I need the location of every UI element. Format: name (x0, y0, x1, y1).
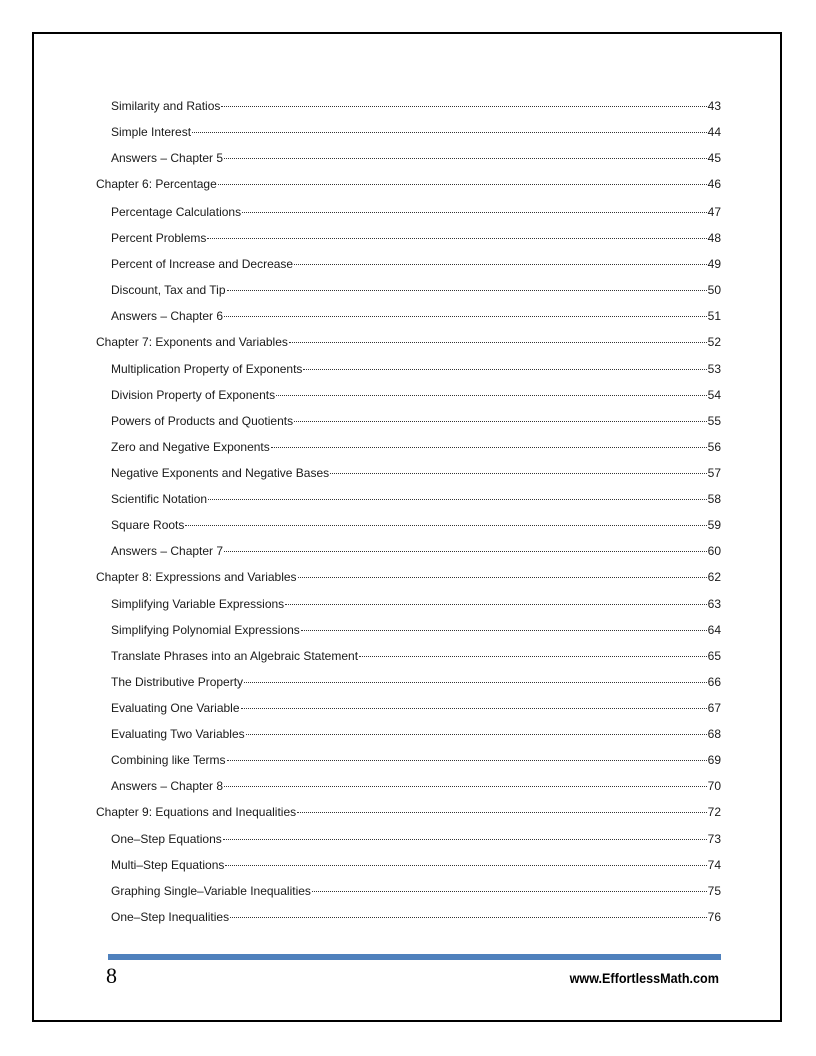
toc-dot-leader (276, 395, 707, 396)
toc-dot-leader (312, 891, 707, 892)
toc-dot-leader (242, 212, 707, 213)
website-url: www.EffortlessMath.com (569, 970, 719, 986)
toc-section-entry[interactable] (111, 596, 721, 612)
toc-entry-page: 65 (707, 649, 721, 663)
toc-entry-page: 63 (707, 597, 721, 611)
toc-entry-page: 49 (707, 257, 721, 271)
toc-entry-page: 74 (707, 858, 721, 872)
toc-entry-title: Answers – Chapter 8 (111, 779, 224, 793)
toc-chapter-entry[interactable] (96, 176, 721, 192)
toc-dot-leader (207, 238, 706, 239)
toc-entry-title: Simplifying Variable Expressions (111, 597, 285, 611)
toc-section-entry[interactable] (111, 230, 721, 246)
toc-section-entry[interactable] (111, 674, 721, 690)
toc-section-entry[interactable] (111, 517, 721, 533)
page-number: 8 (106, 963, 117, 988)
toc-dot-leader (227, 760, 707, 761)
toc-entry-title: Negative Exponents and Negative Bases (111, 466, 330, 480)
toc-section-entry[interactable] (111, 491, 721, 507)
toc-dot-leader (192, 132, 707, 133)
toc-entry-page: 60 (707, 544, 721, 558)
toc-entry-title: Answers – Chapter 7 (111, 544, 224, 558)
toc-dot-leader (271, 447, 707, 448)
toc-dot-leader (224, 786, 707, 787)
toc-entry-title: Answers – Chapter 6 (111, 309, 224, 323)
toc-dot-leader (303, 369, 706, 370)
toc-entry-title: Percent of Increase and Decrease (111, 257, 294, 271)
toc-entry-title: Scientific Notation (111, 492, 208, 506)
toc-entry-title: Translate Phrases into an Algebraic Statement (111, 649, 359, 663)
toc-section-entry[interactable] (111, 726, 721, 742)
toc-entry-page: 45 (707, 151, 721, 165)
toc-entry-page: 66 (707, 675, 721, 689)
toc-entry-title: Percentage Calculations (111, 205, 242, 219)
table-of-contents (34, 34, 780, 1020)
toc-entry-page: 73 (707, 832, 721, 846)
toc-section-entry[interactable] (111, 98, 721, 114)
toc-entry-page: 53 (707, 362, 721, 376)
toc-dot-leader (294, 264, 707, 265)
toc-chapter-entry[interactable] (96, 804, 721, 820)
toc-entry-title: Evaluating Two Variables (111, 727, 245, 741)
toc-entry-title: Similarity and Ratios (111, 99, 221, 113)
toc-entry-page: 58 (707, 492, 721, 506)
toc-section-entry[interactable] (111, 831, 721, 847)
toc-section-entry[interactable] (111, 439, 721, 455)
toc-dot-leader (241, 708, 707, 709)
toc-dot-leader (208, 499, 707, 500)
toc-entry-page: 67 (707, 701, 721, 715)
toc-entry-title: Multi–Step Equations (111, 858, 225, 872)
toc-entry-title: Powers of Products and Quotients (111, 414, 294, 428)
toc-section-entry[interactable] (111, 308, 721, 324)
toc-section-entry[interactable] (111, 778, 721, 794)
toc-section-entry[interactable] (111, 124, 721, 140)
toc-entry-page: 59 (707, 518, 721, 532)
toc-entry-page: 55 (707, 414, 721, 428)
toc-entry-page: 76 (707, 910, 721, 924)
toc-entry-page: 43 (707, 99, 721, 113)
toc-dot-leader (330, 473, 707, 474)
toc-entry-page: 47 (707, 205, 721, 219)
toc-section-entry[interactable] (111, 752, 721, 768)
toc-dot-leader (246, 734, 707, 735)
toc-section-entry[interactable] (111, 622, 721, 638)
toc-entry-title: Division Property of Exponents (111, 388, 276, 402)
toc-entry-title: Square Roots (111, 518, 185, 532)
toc-entry-page: 50 (707, 283, 721, 297)
toc-entry-title: Chapter 8: Expressions and Variables (96, 570, 297, 584)
toc-dot-leader (224, 158, 707, 159)
toc-dot-leader (225, 865, 706, 866)
toc-entry-page: 70 (707, 779, 721, 793)
toc-section-entry[interactable] (111, 543, 721, 559)
toc-section-entry[interactable] (111, 857, 721, 873)
toc-section-entry[interactable] (111, 256, 721, 272)
toc-entry-title: Graphing Single–Variable Inequalities (111, 884, 311, 898)
toc-entry-title: One–Step Equations (111, 832, 222, 846)
toc-entry-title: Simplifying Polynomial Expressions (111, 623, 300, 637)
toc-section-entry[interactable] (111, 465, 721, 481)
toc-entry-title: Chapter 7: Exponents and Variables (96, 335, 288, 349)
toc-dot-leader (294, 421, 707, 422)
toc-entry-title: Zero and Negative Exponents (111, 440, 270, 454)
toc-entry-page: 51 (707, 309, 721, 323)
toc-section-entry[interactable] (111, 204, 721, 220)
toc-section-entry[interactable] (111, 282, 721, 298)
toc-entry-page: 62 (707, 570, 721, 584)
toc-entry-title: Percent Problems (111, 231, 207, 245)
toc-entry-page: 69 (707, 753, 721, 767)
toc-dot-leader (298, 577, 707, 578)
toc-entry-title: Simple Interest (111, 125, 192, 139)
toc-dot-leader (230, 917, 707, 918)
toc-entry-page: 57 (707, 466, 721, 480)
toc-entry-page: 54 (707, 388, 721, 402)
toc-dot-leader (359, 656, 707, 657)
toc-dot-leader (224, 316, 707, 317)
toc-entry-title: Answers – Chapter 5 (111, 151, 224, 165)
toc-entry-page: 68 (707, 727, 721, 741)
footer-rule (108, 954, 721, 960)
toc-chapter-entry[interactable] (96, 569, 721, 585)
toc-dot-leader (218, 184, 707, 185)
toc-section-entry[interactable] (111, 413, 721, 429)
toc-chapter-entry[interactable] (96, 334, 721, 350)
toc-section-entry[interactable] (111, 909, 721, 925)
toc-entry-title: Discount, Tax and Tip (111, 283, 226, 297)
toc-section-entry[interactable] (111, 387, 721, 403)
toc-entry-title: The Distributive Property (111, 675, 244, 689)
toc-dot-leader (285, 604, 706, 605)
toc-dot-leader (223, 839, 707, 840)
toc-entry-page: 72 (707, 805, 721, 819)
toc-section-entry[interactable] (111, 700, 721, 716)
toc-entry-title: Combining like Terms (111, 753, 226, 767)
toc-entry-page: 48 (707, 231, 721, 245)
toc-dot-leader (221, 106, 706, 107)
toc-entry-title: One–Step Inequalities (111, 910, 230, 924)
toc-dot-leader (244, 682, 707, 683)
toc-dot-leader (301, 630, 707, 631)
document-page (32, 32, 782, 1022)
toc-entry-page: 75 (707, 884, 721, 898)
toc-entry-page: 46 (707, 177, 721, 191)
toc-section-entry[interactable] (111, 648, 721, 664)
toc-entry-title: Evaluating One Variable (111, 701, 240, 715)
toc-entry-page: 52 (707, 335, 721, 349)
toc-dot-leader (289, 342, 707, 343)
toc-section-entry[interactable] (111, 361, 721, 377)
toc-entry-title: Chapter 9: Equations and Inequalities (96, 805, 297, 819)
toc-dot-leader (227, 290, 707, 291)
toc-entry-page: 64 (707, 623, 721, 637)
toc-section-entry[interactable] (111, 883, 721, 899)
toc-section-entry[interactable] (111, 150, 721, 166)
toc-entry-page: 44 (707, 125, 721, 139)
toc-entry-title: Chapter 6: Percentage (96, 177, 217, 191)
toc-dot-leader (224, 551, 707, 552)
toc-dot-leader (297, 812, 707, 813)
toc-entry-page: 56 (707, 440, 721, 454)
toc-dot-leader (185, 525, 706, 526)
toc-entry-title: Multiplication Property of Exponents (111, 362, 303, 376)
